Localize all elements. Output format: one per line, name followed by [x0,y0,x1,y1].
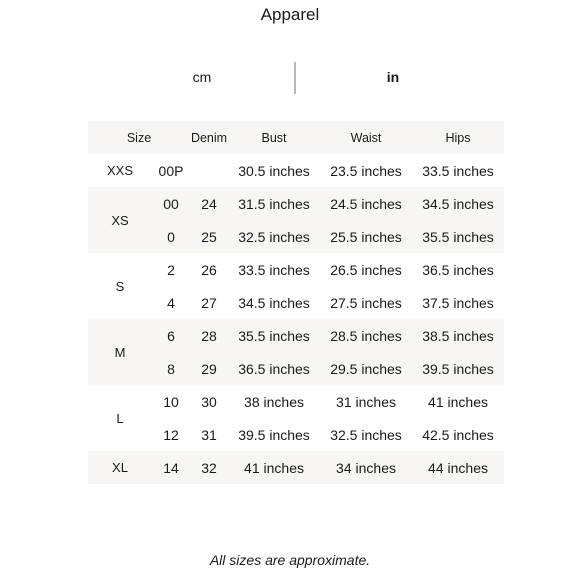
header-bust: Bust [228,121,320,154]
hips-value: 44 inches [412,451,504,484]
size-label: S [88,253,152,319]
size-number: 6 [152,319,190,352]
table-row [88,253,504,286]
table-header-row [88,121,504,154]
size-number: 00 [152,187,190,220]
denim-size: 31 [190,418,228,451]
denim-size: 25 [190,220,228,253]
waist-value: 26.5 inches [320,253,412,286]
hips-value: 39.5 inches [412,352,504,385]
waist-value: 28.5 inches [320,319,412,352]
hips-value: 38.5 inches [412,319,504,352]
size-label: XS [88,187,152,253]
waist-value: 34 inches [320,451,412,484]
denim-size: 32 [190,451,228,484]
table-row [88,319,504,352]
hips-value: 33.5 inches [412,154,504,187]
bust-value: 32.5 inches [228,220,320,253]
unit-in-option[interactable]: in [386,69,400,85]
table-row [88,451,504,484]
waist-value: 25.5 inches [320,220,412,253]
size-label: L [88,385,152,451]
denim-size: 29 [190,352,228,385]
table-row [88,385,504,418]
size-number: 2 [152,253,190,286]
bust-value: 35.5 inches [228,319,320,352]
denim-size [190,154,228,187]
denim-size: 24 [190,187,228,220]
bust-value: 39.5 inches [228,418,320,451]
header-denim: Denim [190,121,228,154]
bust-value: 30.5 inches [228,154,320,187]
bust-value: 31.5 inches [228,187,320,220]
hips-value: 36.5 inches [412,253,504,286]
bust-value: 34.5 inches [228,286,320,319]
table-row [88,187,504,220]
size-number: 4 [152,286,190,319]
table-row [88,154,504,187]
waist-value: 24.5 inches [320,187,412,220]
denim-size: 28 [190,319,228,352]
bust-value: 41 inches [228,451,320,484]
unit-cm-option[interactable]: cm [192,69,212,85]
denim-size: 27 [190,286,228,319]
size-label: XL [88,451,152,484]
waist-value: 23.5 inches [320,154,412,187]
size-number: 12 [152,418,190,451]
header-hips: Hips [412,121,504,154]
hips-value: 34.5 inches [412,187,504,220]
size-table [88,121,504,484]
hips-value: 42.5 inches [412,418,504,451]
header-size: Size [88,121,190,154]
denim-size: 30 [190,385,228,418]
bust-value: 36.5 inches [228,352,320,385]
size-number: 10 [152,385,190,418]
size-number: 8 [152,352,190,385]
size-number: 0 [152,220,190,253]
waist-value: 27.5 inches [320,286,412,319]
disclaimer-note: All sizes are approximate. [209,552,371,568]
waist-value: 29.5 inches [320,352,412,385]
waist-value: 31 inches [320,385,412,418]
size-label: M [88,319,152,385]
header-waist: Waist [320,121,412,154]
hips-value: 35.5 inches [412,220,504,253]
unit-toggle [110,60,490,94]
size-label: XXS [88,154,152,187]
hips-value: 41 inches [412,385,504,418]
size-number: 00P [152,154,190,187]
size-number: 14 [152,451,190,484]
page-title: Apparel [260,5,320,24]
waist-value: 32.5 inches [320,418,412,451]
denim-size: 26 [190,253,228,286]
bust-value: 38 inches [228,385,320,418]
hips-value: 37.5 inches [412,286,504,319]
bust-value: 33.5 inches [228,253,320,286]
